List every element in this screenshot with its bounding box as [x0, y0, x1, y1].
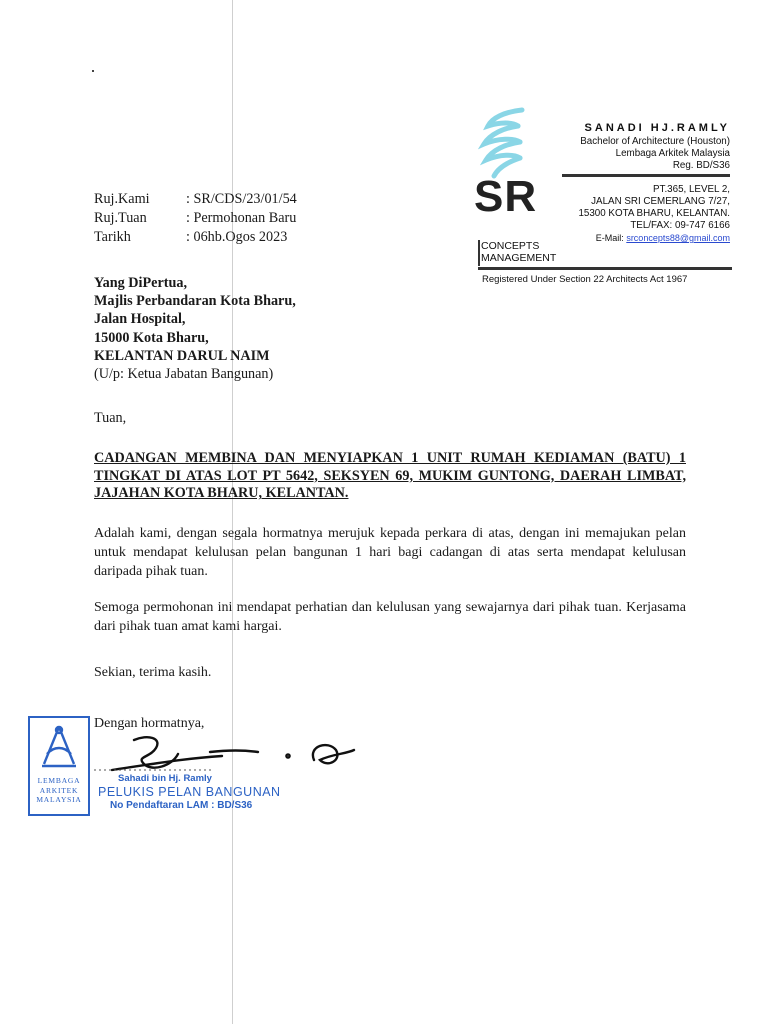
stamp-text: [30, 776, 88, 805]
lam-emblem-icon: [40, 724, 78, 770]
reference-block: [94, 190, 297, 247]
subject-heading: CADANGAN MEMBINA DAN MENYIAPKAN 1 UNIT RUMAH KEDIAMAN (BATU) 1 TINGKAT DI ATAS LOT PT 5642, SEKSYEN 69, MUKIM GUNTONG, DAERAH LIMBAT, JAJAHAN KOTA BHARU, KELANTAN.: [94, 450, 686, 501]
ref-row-ruj-tuan: [94, 209, 297, 228]
tarikh-label: Tarikh: [94, 229, 131, 245]
recipient-line: KELANTAN DARUL NAIM: [94, 347, 270, 364]
letterhead-bottom-rule: [478, 267, 732, 270]
stamp-line: LEMBAGA: [37, 776, 81, 785]
board: Lembaga Arkitek Malaysia: [615, 148, 730, 159]
registration-no: Reg. BD/S36: [672, 160, 730, 171]
registered-note: Registered Under Section 22 Architects Act 1967: [482, 274, 688, 285]
recipient-line: Jalan Hospital,: [94, 311, 186, 328]
sr-logo-text: SR: [474, 172, 538, 221]
body-paragraph-1: Adalah kami, dengan segala hormatnya merujuk kepada perkara di atas, dengan ini memajukan pelan untuk mendapat kelulusan pelan bangunan 1 hari bagi cadangan di atas serta mendapat kelulusan daripada pihak tuan.: [94, 526, 686, 579]
stamp-line: MALAYSIA: [36, 795, 82, 804]
body-paragraph-2: Semoga permohonan ini mendapat perhatian dan kelulusan yang sewajarnya dari pihak tuan. Kerjasama dari pihak tuan amat kami hargai.: [94, 600, 686, 634]
recipient-line: Majlis Perbandaran Kota Bharu,: [94, 293, 296, 310]
management-line: MANAGEMENT: [481, 252, 557, 264]
stamp-line: ARKITEK: [39, 785, 79, 795]
ruj-kami-label: Ruj.Kami: [94, 191, 150, 207]
ref-row-tarikh: [94, 228, 297, 247]
closing-line: Sekian, terima kasih.: [94, 665, 212, 680]
signatory-block: [94, 773, 281, 811]
architect-credentials: [580, 136, 730, 172]
regards-line: Dengan hormatnya,: [94, 716, 205, 731]
email-label: E-Mail:: [595, 233, 624, 243]
ruj-tuan-label: Ruj.Tuan: [94, 210, 147, 226]
concepts-management-label: [481, 240, 556, 264]
tel-fax: TEL/FAX: 09-747 6166: [630, 220, 730, 231]
office-address: [578, 184, 730, 244]
recipient-address: [94, 274, 296, 383]
header-rule: [562, 174, 730, 177]
ref-row-ruj-kami: [94, 190, 297, 209]
page-fold-line: [232, 0, 233, 1024]
recipient-attention: (U/p: Ketua Jabatan Bangunan): [94, 366, 274, 383]
signatory-name: Sahadi bin Hj. Ramly: [118, 773, 212, 784]
concepts-bar: [478, 240, 480, 266]
recipient-line: 15000 Kota Bharu,: [94, 329, 209, 346]
email-link[interactable]: srconcepts88@gmail.com: [626, 233, 730, 243]
architect-name: SANADI HJ.RAMLY: [584, 122, 730, 134]
speck: [92, 70, 94, 72]
email-row: [578, 232, 730, 244]
signatory-title: PELUKIS PELAN BANGUNAN: [98, 785, 281, 799]
degree: Bachelor of Architecture (Houston): [580, 136, 730, 147]
lam-stamp: [28, 716, 90, 816]
ruj-kami-value: : SR/CDS/23/01/54: [186, 191, 297, 207]
address-line: PT.365, LEVEL 2,: [653, 184, 730, 195]
concepts-line: CONCEPTS: [481, 240, 540, 252]
address-line: 15300 KOTA BHARU, KELANTAN.: [578, 208, 730, 219]
salutation: Tuan,: [94, 410, 127, 426]
ruj-tuan-value: : Permohonan Baru: [186, 210, 297, 226]
tarikh-value: : 06hb.Ogos 2023: [186, 229, 288, 245]
signatory-registration: No Pendaftaran LAM : BD/S36: [110, 800, 253, 811]
recipient-line: Yang DiPertua,: [94, 275, 188, 291]
address-line: JALAN SRI CEMERLANG 7/27,: [591, 196, 730, 207]
